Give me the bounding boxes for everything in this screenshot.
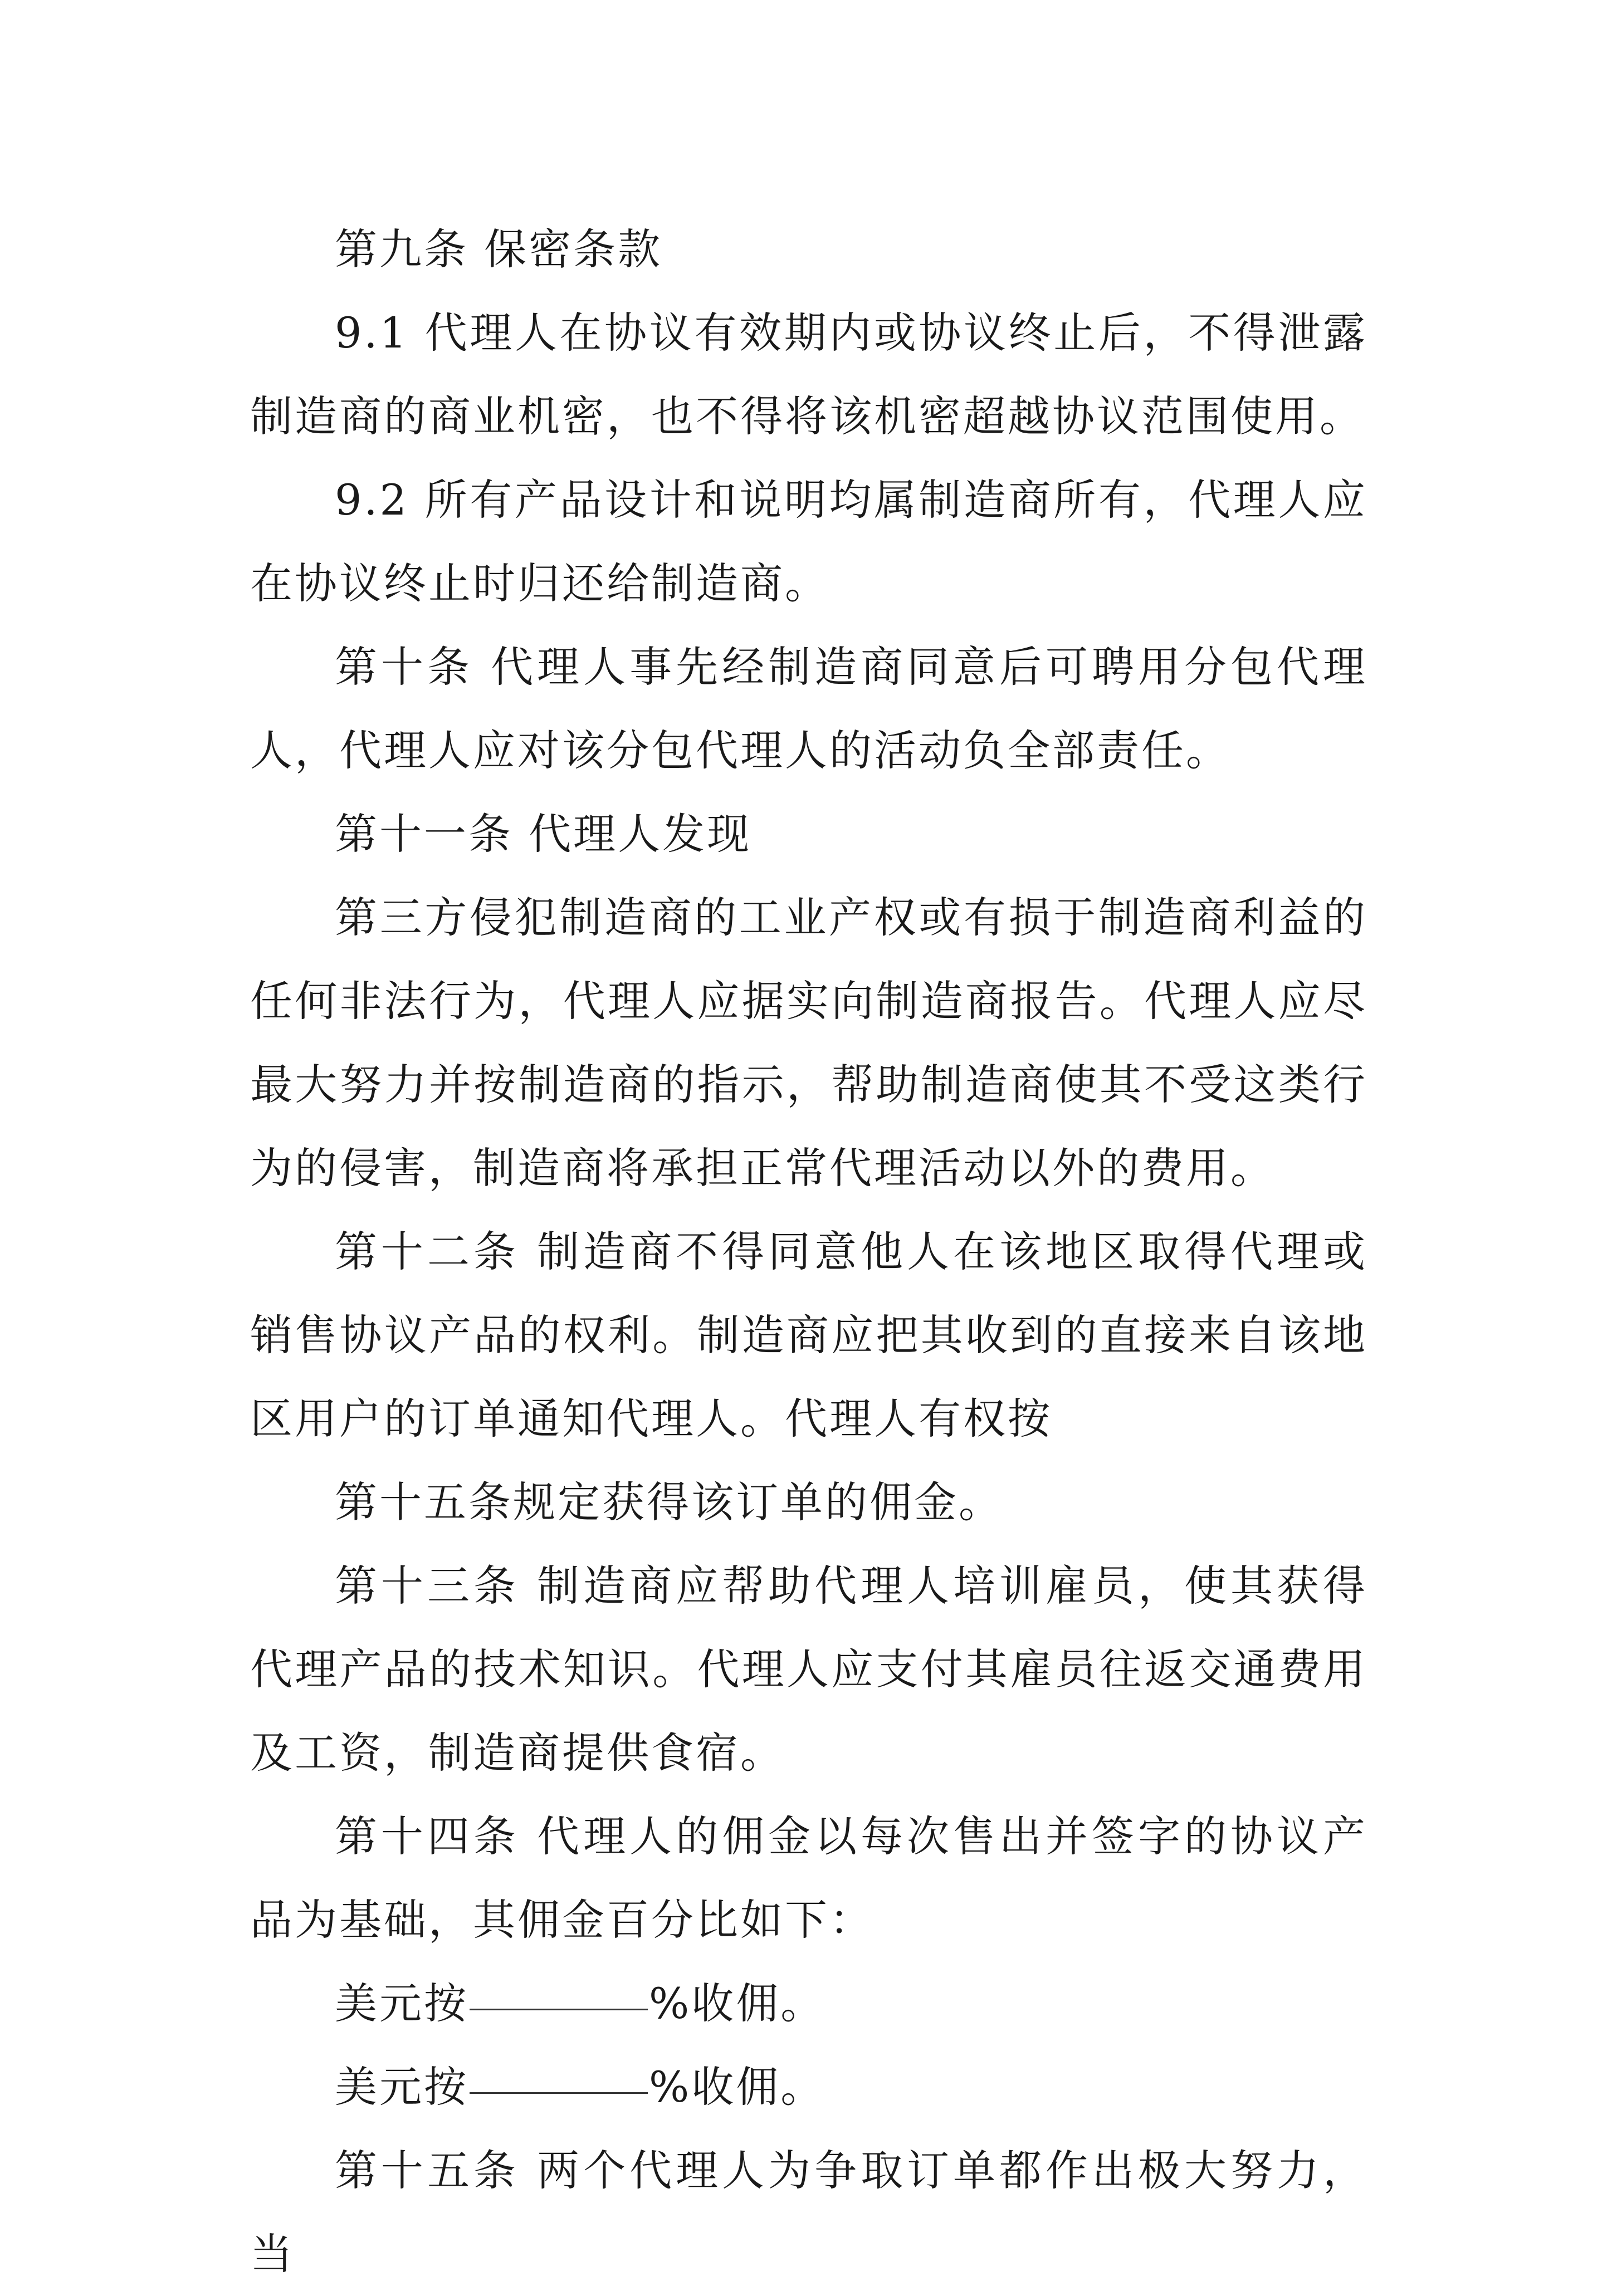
commission-blank bbox=[470, 2008, 648, 2010]
commission-prefix: 美元按 bbox=[335, 2062, 468, 2112]
clause-9-2: 9.2 所有产品设计和说明均属制造商所有，代理人应在协议终止时归还给制造商。 bbox=[250, 475, 1367, 608]
clause-9-1: 9.1 代理人在协议有效期内或协议终止后，不得泄露制造商的商业机密，也不得将该机密超越协议范围使用。 bbox=[250, 308, 1367, 441]
commission-blank bbox=[470, 2092, 648, 2094]
commission-line bbox=[250, 2045, 1367, 2129]
clause-11-body: 第三方侵犯制造商的工业产权或有损于制造商利益的任何非法行为，代理人应据实向制造商报告。代理人应尽最大努力并按制造商的指示，帮助制造商使其不受这类行为的侵害，制造商将承担正常代理活动以外的费用。 bbox=[250, 893, 1367, 1193]
clause-14: 第十四条 代理人的佣金以每次售出并签字的协议产品为基础，其佣金百分比如下： bbox=[250, 1812, 1367, 1945]
commission-suffix: %收佣。 bbox=[649, 1979, 825, 2028]
clause-13: 第十三条 制造商应帮助代理人培训雇员，使其获得代理产品的技术知识。代理人应支付其雇员往返交通费用及工资，制造商提供食宿。 bbox=[250, 1561, 1367, 1778]
commission-line bbox=[250, 1962, 1367, 2045]
clause-10: 第十条 代理人事先经制造商同意后可聘用分包代理人，代理人应对该分包代理人的活动负全部责任。 bbox=[250, 642, 1367, 775]
commission-suffix: %收佣。 bbox=[649, 2062, 825, 2112]
document-body bbox=[250, 208, 1367, 2296]
clause-15: 第十五条 两个代理人为争取订单都作出极大努力，当 bbox=[250, 2146, 1367, 2279]
clause-12: 第十二条 制造商不得同意他人在该地区取得代理或销售协议产品的权利。制造商应把其收到的直接来自该地区用户的订单通知代理人。代理人有权按 bbox=[250, 1227, 1367, 1443]
commission-prefix: 美元按 bbox=[335, 1979, 468, 2028]
clause-12-continued: 第十五条规定获得该订单的佣金。 bbox=[335, 1477, 1003, 1527]
clause-11-heading: 第十一条 代理人发现 bbox=[335, 809, 752, 859]
clause-9-heading: 第九条 保密条款 bbox=[335, 224, 663, 274]
